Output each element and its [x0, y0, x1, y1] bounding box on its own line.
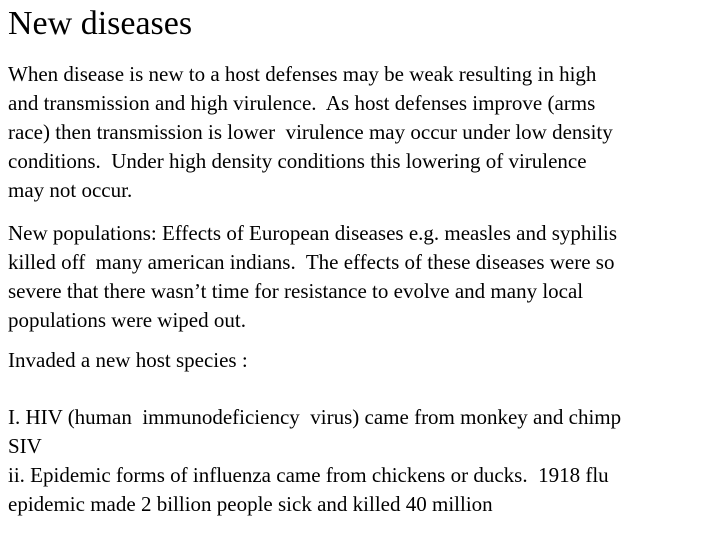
text-line: I. HIV (human immunodeficiency virus) came from monkey and chimp: [8, 405, 622, 429]
text-line: and transmission and high virulence. As host defenses improve (arms: [8, 91, 596, 115]
paragraph-new-populations: [8, 219, 708, 335]
slide-title: New diseases: [8, 5, 193, 42]
text-line: Invaded a new host species :: [8, 348, 248, 372]
text-line: may not occur.: [8, 178, 133, 202]
text-line: severe that there wasn’t time for resistance to evolve and many local: [8, 279, 584, 303]
text-line: populations were wiped out.: [8, 308, 246, 332]
text-line: race) then transmission is lower virulence may occur under low density: [8, 120, 613, 144]
text-line: epidemic made 2 billion people sick and killed 40 million: [8, 492, 493, 516]
paragraph-new-disease-defenses: [8, 60, 708, 205]
paragraph-examples: [8, 403, 708, 519]
text-line: ii. Epidemic forms of influenza came from chickens or ducks. 1918 flu: [8, 463, 609, 487]
text-line: When disease is new to a host defenses may be weak resulting in high: [8, 62, 597, 86]
text-line: killed off many american indians. The effects of these diseases were so: [8, 250, 615, 274]
text-line: SIV: [8, 434, 42, 458]
paragraph-invaded-host-species: [8, 346, 708, 375]
text-line: conditions. Under high density conditions this lowering of virulence: [8, 149, 587, 173]
text-line: New populations: Effects of European diseases e.g. measles and syphilis: [8, 221, 618, 245]
